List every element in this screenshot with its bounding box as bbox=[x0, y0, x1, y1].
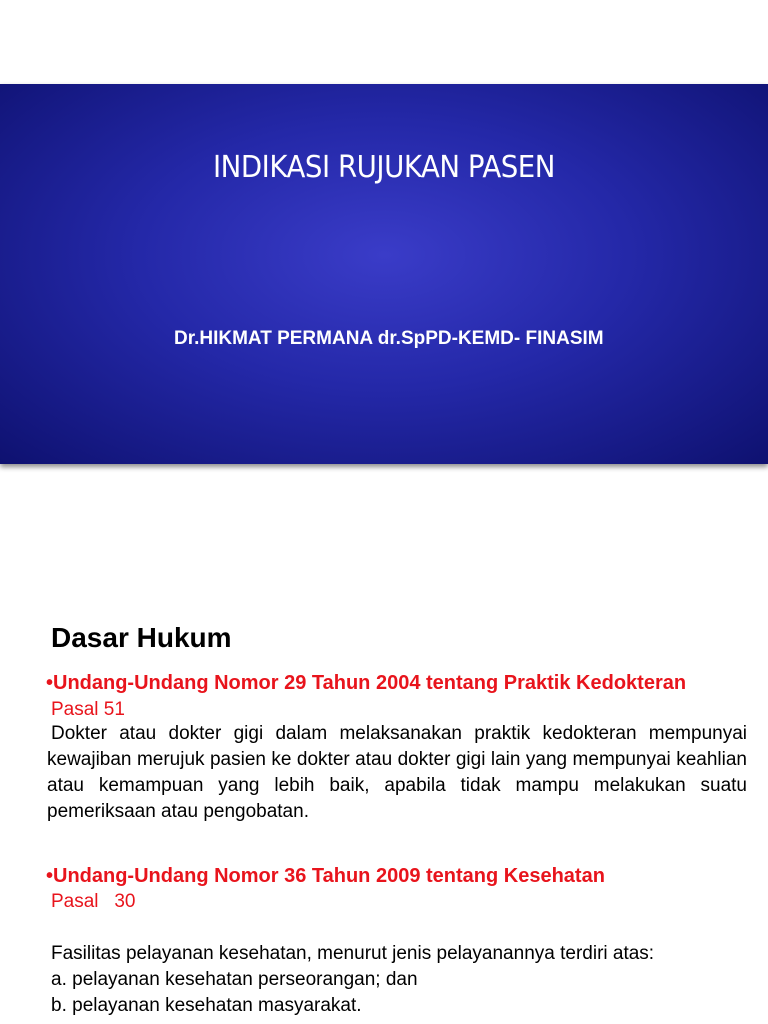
law-1-text bbox=[47, 721, 747, 825]
content-slide bbox=[0, 610, 768, 1024]
law-2-intro: Fasilitas pelayanan kesehatan, menurut jenis pelayanannya terdiri atas: bbox=[51, 943, 655, 964]
slide-title: INDIKASI RUJUKAN PASEN bbox=[212, 150, 555, 185]
title-slide bbox=[0, 84, 768, 464]
law-2-item-b: b. pelayanan kesehatan masyarakat. bbox=[51, 995, 362, 1016]
law-1-pasal: Pasal 51 bbox=[51, 699, 125, 720]
law-1-paragraph: Dokter atau dokter gigi dalam melaksanakan praktik kedokteran mempunyai kewajiban merujuk pasien ke dokter atau dokter gigi lain yang mempunyai keahlian atau kemampuan yang lebih baik, apabila tidak mampu melakukan suatu pemeriksaan atau pengobatan. bbox=[47, 723, 747, 822]
law-2-pasal: Pasal 30 bbox=[51, 891, 136, 912]
section-heading: Dasar Hukum bbox=[51, 622, 232, 653]
law-2-title: •Undang-Undang Nomor 36 Tahun 2009 tentang Kesehatan bbox=[46, 865, 605, 887]
law-1-title: •Undang-Undang Nomor 29 Tahun 2004 tentang Praktik Kedokteran bbox=[46, 672, 687, 694]
law-2-item-a: a. pelayanan kesehatan perseorangan; dan bbox=[51, 969, 418, 990]
slide-author: Dr.HIKMAT PERMANA dr.SpPD-KEMD- FINASIM bbox=[174, 328, 604, 349]
